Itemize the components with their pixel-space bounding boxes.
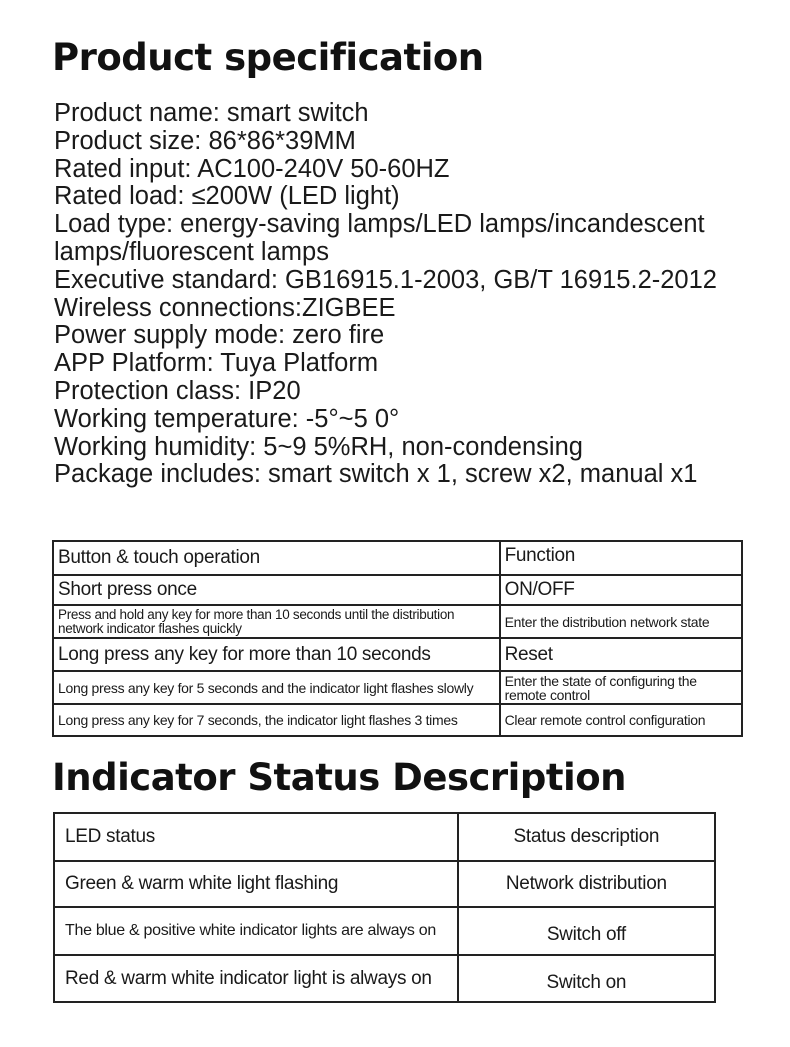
operation-cell: Press and hold any key for more than 10 seconds until the distribution network indicator flashes quickly: [53, 605, 500, 638]
operation-cell: Short press once: [53, 575, 500, 605]
operation-header: Button & touch operation: [53, 541, 500, 575]
product-specification-title: Product specification: [52, 36, 484, 79]
function-header: Function: [500, 541, 742, 575]
status-description-cell: Switch on: [458, 955, 715, 1002]
spec-load-type: Load type: energy-saving lamps/LED lamps/incandescent lamps/fluorescent lamps: [54, 210, 705, 266]
function-cell: ON/OFF: [500, 575, 742, 605]
table-row: [53, 704, 742, 736]
status-description-header: Status description: [458, 813, 715, 861]
indicator-status-title: Indicator Status Description: [52, 756, 626, 799]
table-row: [53, 575, 742, 605]
spec-protection-class: Protection class: IP20: [54, 376, 301, 405]
operation-cell: Long press any key for more than 10 seconds: [53, 638, 500, 671]
function-cell: Enter the state of configuring the remote control: [500, 671, 742, 704]
table-row: [53, 638, 742, 671]
spec-power-supply: Power supply mode: zero fire: [54, 321, 385, 350]
spec-working-humidity: Working humidity: 5~9 5%RH, non-condensing: [54, 432, 583, 461]
operation-cell: Long press any key for 7 seconds, the indicator light flashes 3 times: [53, 704, 500, 736]
table-row: [53, 605, 742, 638]
spec-rated-input: Rated input: AC100-240V 50-60HZ: [54, 154, 450, 183]
function-cell: Reset: [500, 638, 742, 671]
led-status-cell: The blue & positive white indicator lights are always on: [54, 907, 458, 955]
operation-cell: Long press any key for 5 seconds and the indicator light flashes slowly: [53, 671, 500, 704]
table-row: [53, 671, 742, 704]
spec-product-name: Product name: smart switch: [54, 99, 369, 127]
status-description-cell: Network distribution: [458, 861, 715, 907]
spec-package-includes: Package includes: smart switch x 1, screw x2, manual x1: [54, 460, 698, 489]
spec-working-temperature: Working temperature: -5°~5 0°: [54, 404, 400, 433]
status-description-cell: Switch off: [458, 907, 715, 955]
table-row: [54, 907, 715, 955]
spec-executive-standard: Executive standard: GB16915.1-2003, GB/T 16915.2-2012: [54, 265, 717, 294]
spec-rated-load: Rated load: ≤200W (LED light): [54, 182, 400, 211]
function-cell: Clear remote control configuration: [500, 704, 742, 736]
table-header-row: [53, 541, 742, 575]
led-status-header: LED status: [54, 813, 458, 861]
spec-app-platform: APP Platform: Tuya Platform: [54, 349, 379, 378]
function-cell: Enter the distribution network state: [500, 605, 742, 638]
led-status-cell: Green & warm white light flashing: [54, 861, 458, 907]
indicator-status-table: [53, 812, 716, 1003]
spec-product-size: Product size: 86*86*39MM: [54, 126, 356, 155]
table-row: [54, 955, 715, 1002]
table-row: [54, 861, 715, 907]
table-header-row: [54, 813, 715, 861]
button-operation-table: [52, 540, 743, 737]
spec-wireless: Wireless connections:ZIGBEE: [54, 293, 396, 322]
led-status-cell: Red & warm white indicator light is always on: [54, 955, 458, 1002]
specification-list: [54, 100, 754, 489]
